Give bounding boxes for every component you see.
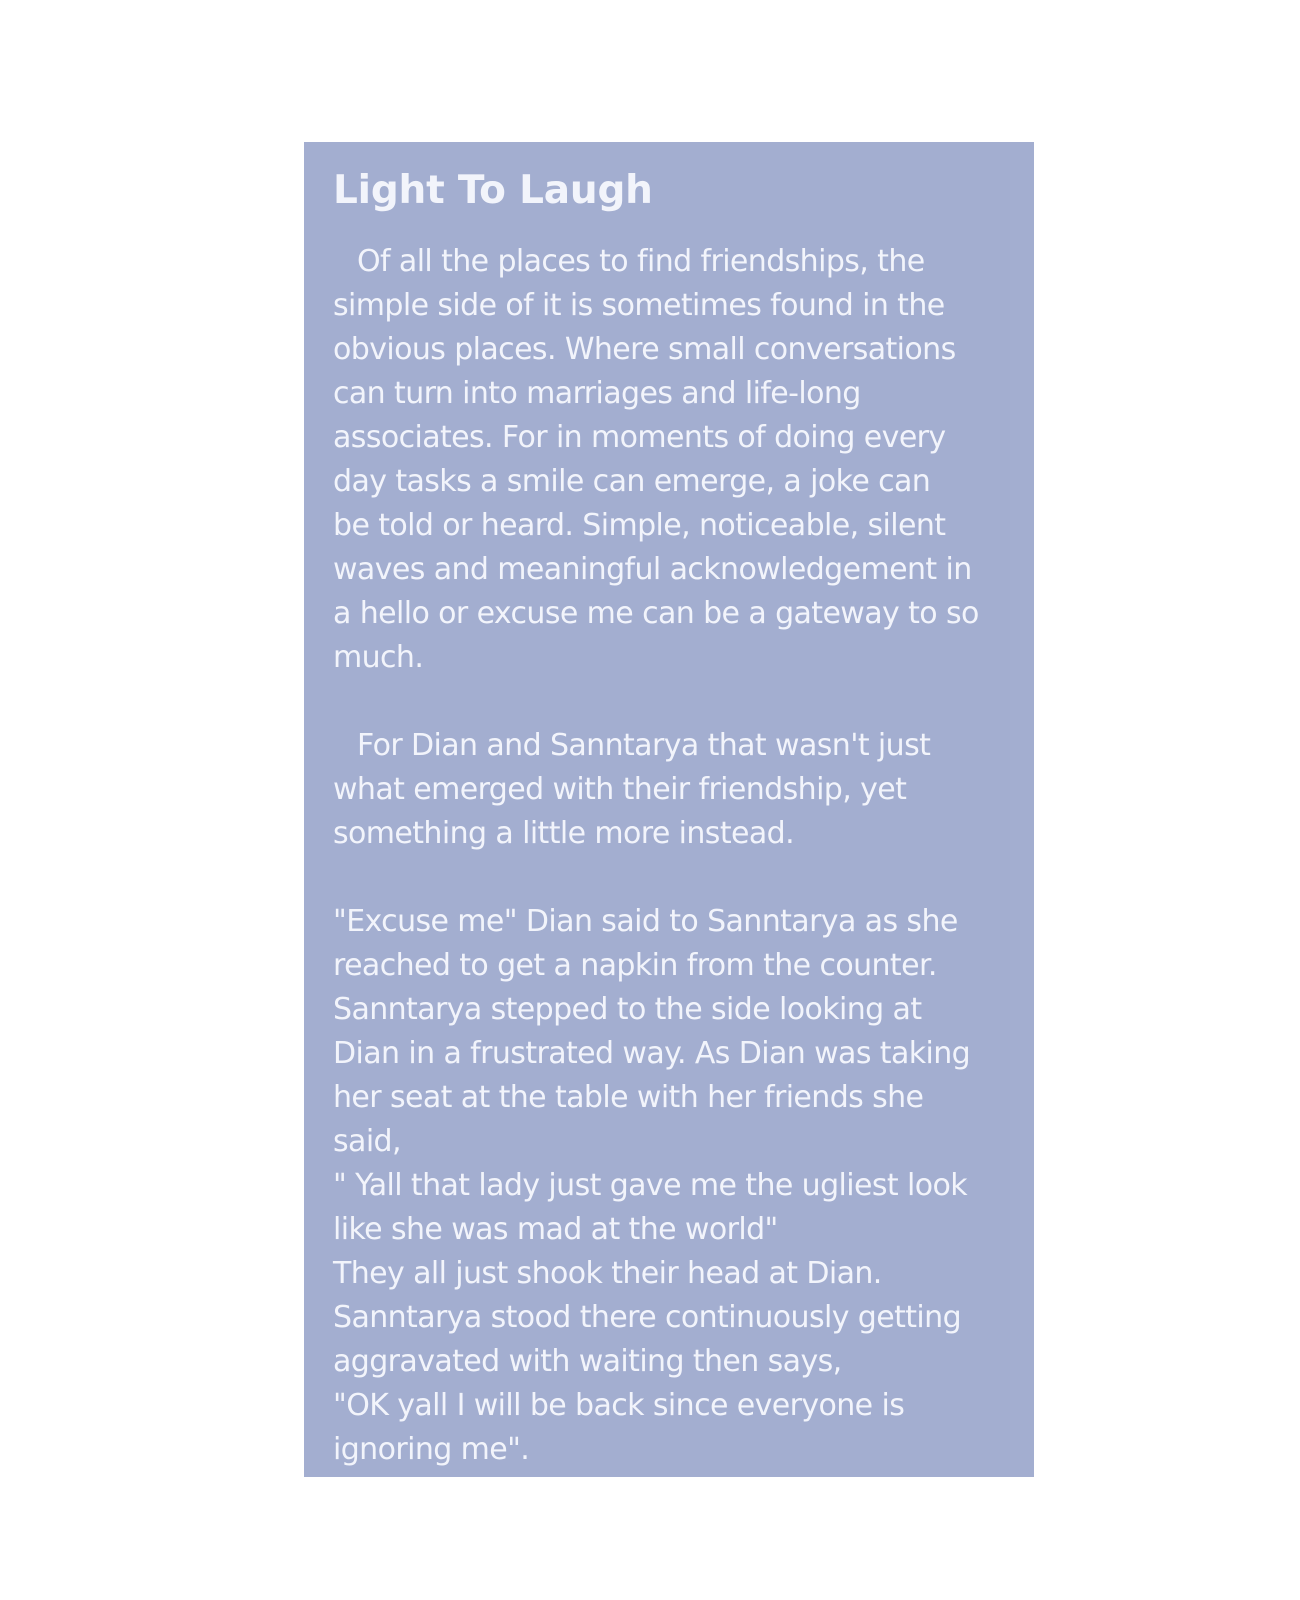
paragraph-gap <box>333 856 1006 900</box>
story-line: Dian in a frustrated way. As Dian was taking <box>333 1036 971 1071</box>
story-line: reached to get a napkin from the counter. <box>333 948 937 983</box>
story-line: what emerged with their friendship, yet <box>333 772 907 807</box>
story-line: "Excuse me" Dian said to Sanntarya as she <box>333 904 958 939</box>
story-line: obvious places. Where small conversations <box>333 332 956 367</box>
story-body <box>333 240 1006 1472</box>
story-line: They all just shook their head at Dian. <box>333 1256 882 1291</box>
story-line: a hello or excuse me can be a gateway to so <box>333 596 979 631</box>
paragraph-gap <box>333 680 1006 724</box>
story-line: " Yall that lady just gave me the ugliest look <box>333 1168 967 1203</box>
story-line: like she was mad at the world" <box>333 1212 778 1247</box>
story-line: much. <box>333 640 424 675</box>
story-line: Sanntarya stepped to the side looking at <box>333 992 922 1027</box>
story-line: Of all the places to find friendships, the <box>357 244 925 279</box>
story-line: can turn into marriages and life-long <box>333 376 861 411</box>
story-line: aggravated with waiting then says, <box>333 1344 842 1379</box>
story-line: simple side of it is sometimes found in the <box>333 288 945 323</box>
story-title: Light To Laugh <box>333 168 653 213</box>
story-line: For Dian and Sanntarya that wasn't just <box>357 728 931 763</box>
story-line: associates. For in moments of doing every <box>333 420 946 455</box>
story-line: Sanntarya stood there continuously getting <box>333 1300 962 1335</box>
story-line: be told or heard. Simple, noticeable, silent <box>333 508 946 543</box>
story-line: ignoring me". <box>333 1432 530 1467</box>
story-line: day tasks a smile can emerge, a joke can <box>333 464 931 499</box>
story-card <box>304 142 1034 1477</box>
story-line: "OK yall I will be back since everyone is <box>333 1388 905 1423</box>
story-line: said, <box>333 1124 401 1159</box>
story-line: waves and meaningful acknowledgement in <box>333 552 972 587</box>
story-line: something a little more instead. <box>333 816 795 851</box>
story-line: her seat at the table with her friends she <box>333 1080 924 1115</box>
